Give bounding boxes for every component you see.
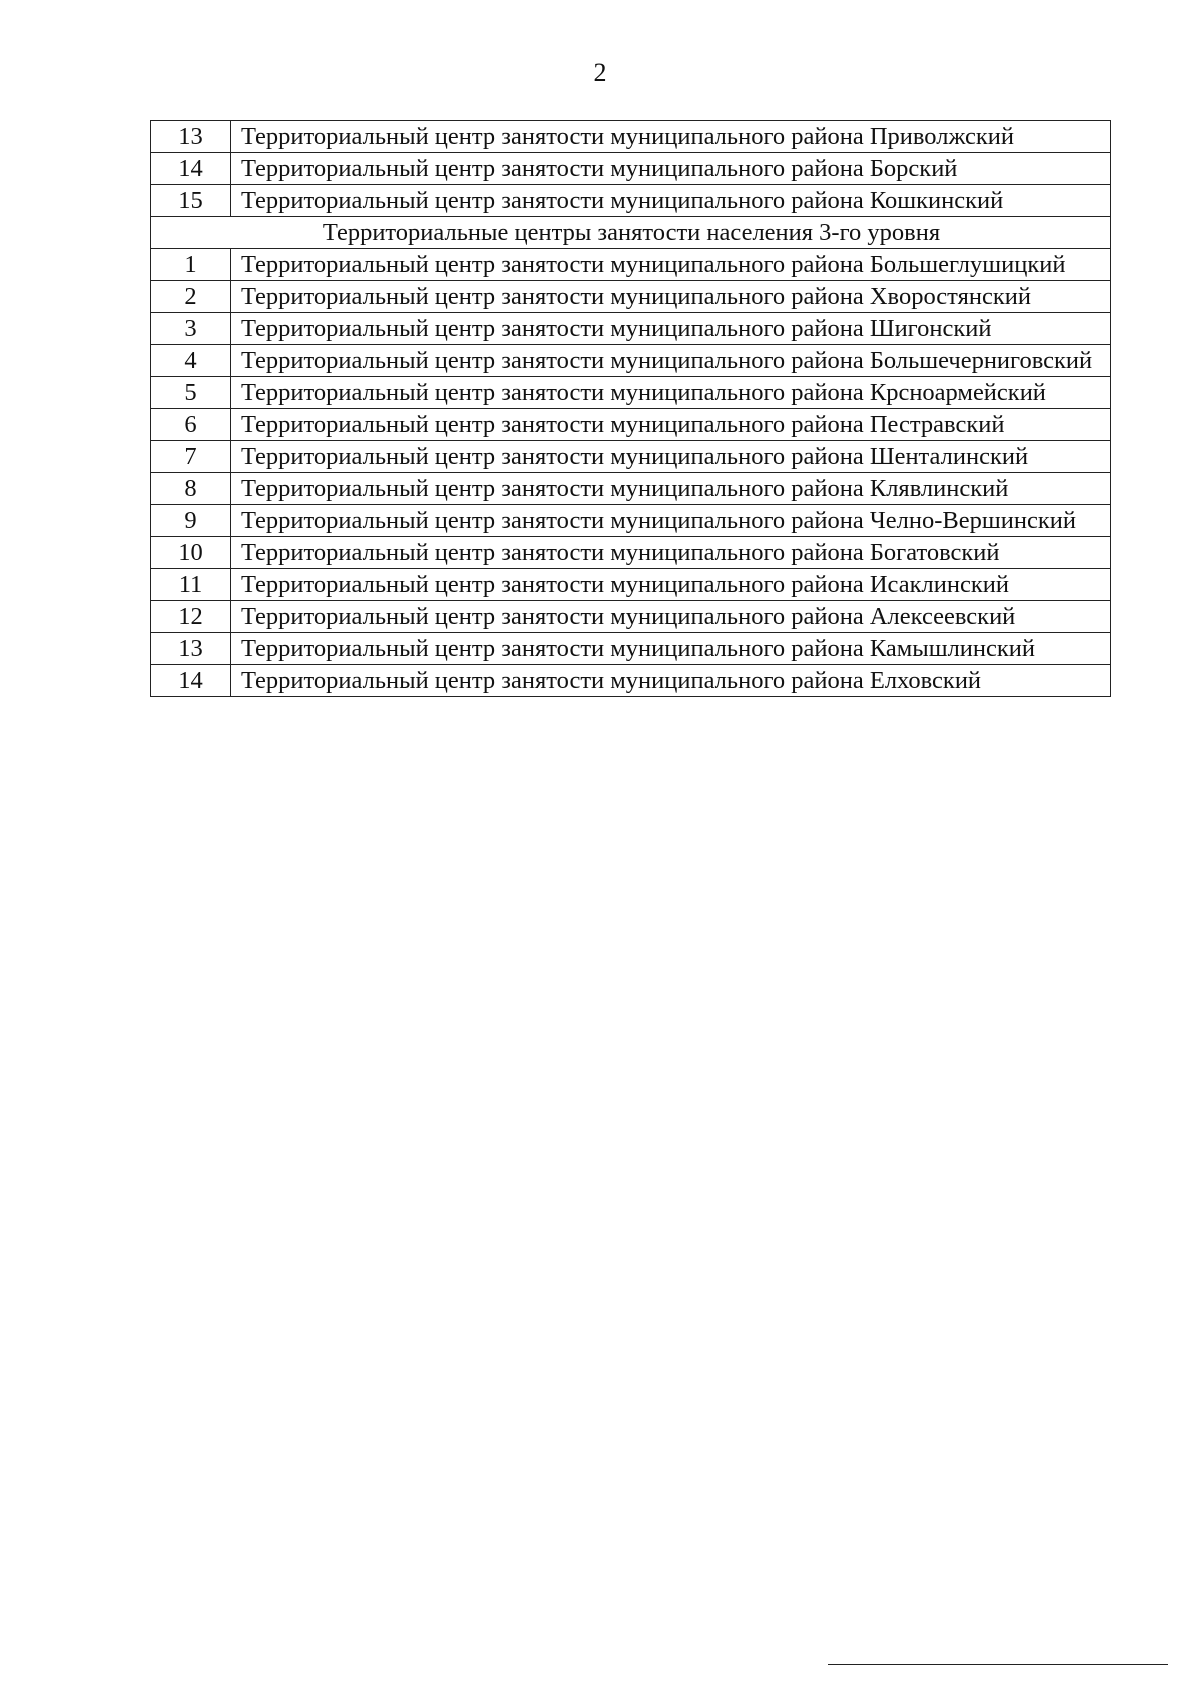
table-row	[151, 441, 1111, 473]
row-number: 6	[151, 409, 231, 441]
table-body	[151, 121, 1111, 697]
employment-centers-table	[150, 120, 1111, 697]
table-row	[151, 377, 1111, 409]
table-row	[151, 537, 1111, 569]
center-name: Территориальный центр занятости муниципального района Пестравский	[231, 409, 1111, 441]
center-name: Территориальный центр занятости муниципального района Исаклинский	[231, 569, 1111, 601]
section-header-row	[151, 217, 1111, 249]
row-number: 12	[151, 601, 231, 633]
center-name: Территориальный центр занятости муниципального района Алексеевский	[231, 601, 1111, 633]
center-name: Территориальный центр занятости муниципального района Борский	[231, 153, 1111, 185]
table-row	[151, 473, 1111, 505]
row-number: 15	[151, 185, 231, 217]
row-number: 8	[151, 473, 231, 505]
center-name: Территориальный центр занятости муниципального района Шенталинский	[231, 441, 1111, 473]
row-number: 2	[151, 281, 231, 313]
table-row	[151, 633, 1111, 665]
row-number: 5	[151, 377, 231, 409]
center-name: Территориальный центр занятости муниципального района Большеглушицкий	[231, 249, 1111, 281]
table-row	[151, 505, 1111, 537]
row-number: 7	[151, 441, 231, 473]
table-row	[151, 153, 1111, 185]
center-name: Территориальный центр занятости муниципального района Хворостянский	[231, 281, 1111, 313]
center-name: Территориальный центр занятости муниципального района Большечерниговский	[231, 345, 1111, 377]
row-number: 4	[151, 345, 231, 377]
row-number: 10	[151, 537, 231, 569]
center-name: Территориальный центр занятости муниципального района Елховский	[231, 665, 1111, 697]
table-row	[151, 409, 1111, 441]
footer-divider	[828, 1664, 1168, 1665]
row-number: 9	[151, 505, 231, 537]
center-name: Территориальный центр занятости муниципального района Камышлинский	[231, 633, 1111, 665]
table-row	[151, 249, 1111, 281]
center-name: Территориальный центр занятости муниципального района Приволжский	[231, 121, 1111, 153]
table-row	[151, 569, 1111, 601]
table-row	[151, 665, 1111, 697]
center-name: Территориальный центр занятости муниципального района Шигонский	[231, 313, 1111, 345]
table-row	[151, 121, 1111, 153]
row-number: 13	[151, 121, 231, 153]
page-number: 2	[593, 58, 607, 87]
table-row	[151, 281, 1111, 313]
table-row	[151, 601, 1111, 633]
center-name: Территориальный центр занятости муниципального района Челно-Вершинский	[231, 505, 1111, 537]
table-row	[151, 345, 1111, 377]
center-name: Территориальный центр занятости муниципального района Богатовский	[231, 537, 1111, 569]
section-title: Территориальные центры занятости населения 3-го уровня	[151, 217, 1111, 249]
row-number: 1	[151, 249, 231, 281]
table-row	[151, 313, 1111, 345]
row-number: 14	[151, 665, 231, 697]
center-name: Территориальный центр занятости муниципального района Кошкинский	[231, 185, 1111, 217]
center-name: Территориальный центр занятости муниципального района Клявлинский	[231, 473, 1111, 505]
center-name: Территориальный центр занятости муниципального района Крсноармейский	[231, 377, 1111, 409]
row-number: 13	[151, 633, 231, 665]
table-row	[151, 185, 1111, 217]
row-number: 14	[151, 153, 231, 185]
row-number: 3	[151, 313, 231, 345]
row-number: 11	[151, 569, 231, 601]
